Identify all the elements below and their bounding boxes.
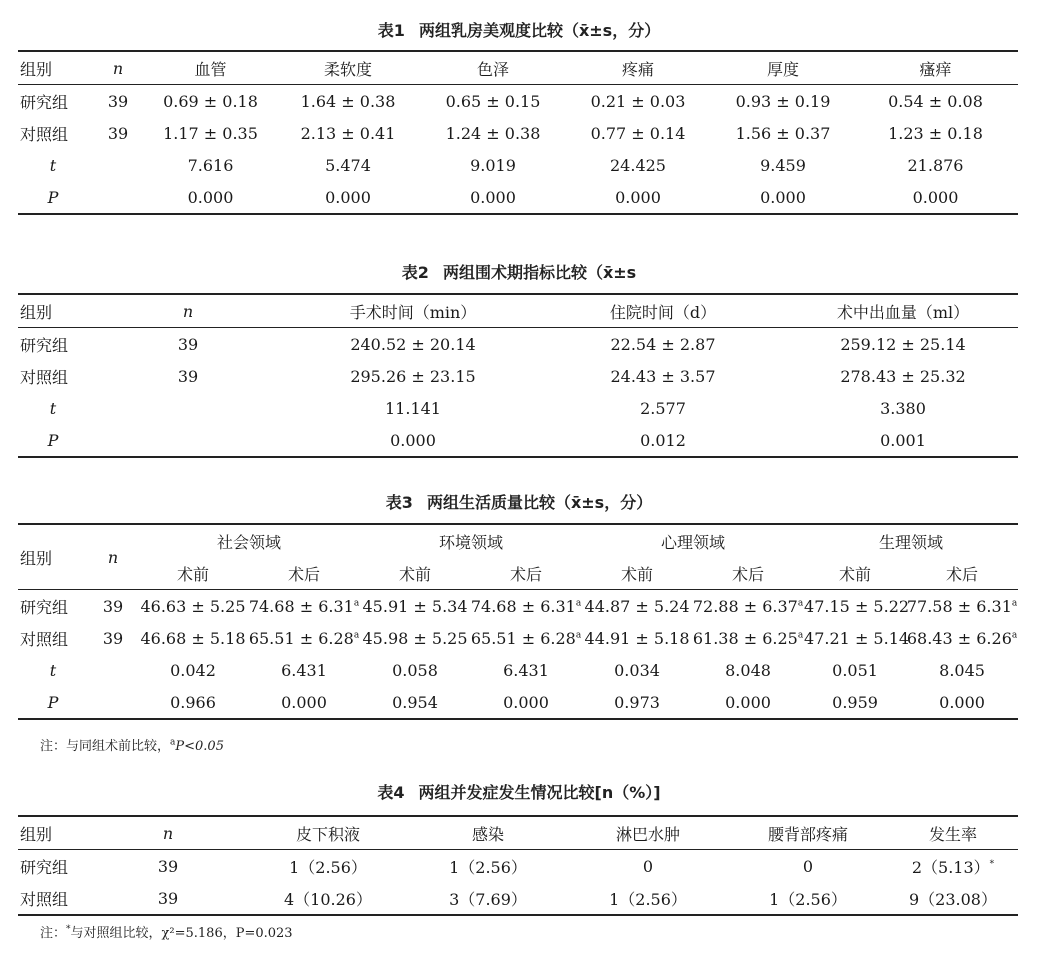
table4-note-stat: 与对照组比较，χ²=5.186，P=0.023 (70, 926, 293, 941)
table-cell (888, 850, 1018, 883)
table-row (18, 117, 1018, 149)
table3-col-n: n (88, 524, 138, 590)
table-row (18, 85, 1018, 118)
table-cell: 0.973 (614, 692, 660, 712)
table-cell: 0.034 (614, 660, 660, 680)
table-cell: 0.966 (170, 692, 216, 712)
table4-note-text: 注： (40, 926, 67, 941)
cell-value: 2（5.13） (911, 857, 990, 877)
header-cell: 淋巴水肿 (568, 816, 728, 850)
significance-mark: a (1011, 630, 1018, 641)
cell-value: 74.68 ± 6.31 (248, 596, 354, 616)
table-cell: 0.000 (912, 187, 959, 207)
table-cell: 研究组 (20, 857, 69, 877)
table-cell (470, 622, 582, 654)
header-cell: 皮下积液 (248, 816, 408, 850)
table-cell: 9（23.08） (909, 889, 997, 909)
table-row (18, 424, 1018, 457)
table-cell: 3（7.69） (449, 889, 527, 909)
table2-caption (0, 260, 1038, 283)
table-cell: 1.56 ± 0.37 (735, 123, 831, 143)
header-cell: 发生率 (888, 816, 1018, 850)
table-cell (470, 590, 582, 623)
table-cell: 1（2.56） (289, 857, 367, 877)
table-cell: 0.058 (392, 660, 438, 680)
table-cell: 0.21 ± 0.03 (590, 91, 686, 111)
table-cell: 0.93 ± 0.19 (735, 91, 831, 111)
table-cell (88, 424, 288, 457)
table1-caption (0, 18, 1038, 41)
cell-value: 72.88 ± 6.37 (692, 596, 798, 616)
table3-col-group: 组别 (18, 524, 88, 590)
table4-header-row (18, 816, 1018, 850)
table-cell (906, 590, 1018, 623)
table-cell: 9.019 (470, 155, 516, 175)
table-cell: 39 (177, 334, 199, 354)
group-header (360, 524, 582, 557)
group-header-label: 环境领域 (439, 532, 504, 552)
table-cell: 47.15 ± 5.22 (804, 596, 910, 616)
table-cell: t (49, 660, 57, 680)
table-cell: 39 (177, 366, 199, 386)
table-cell: 研究组 (20, 335, 69, 355)
table3-number: 表3 (385, 493, 413, 512)
table-cell: 47.21 ± 5.14 (804, 628, 910, 648)
significance-mark: a (797, 598, 804, 609)
table-cell: 0.042 (170, 660, 216, 680)
cell-value: 65.51 ± 6.28 (248, 628, 354, 648)
table-cell: 0.959 (832, 692, 878, 712)
cell-value: 77.58 ± 6.31 (906, 596, 1012, 616)
table-cell: 0.954 (392, 692, 438, 712)
significance-mark: a (575, 630, 582, 641)
sub-header-cell: 术前 (804, 557, 906, 590)
significance-mark: a (1011, 598, 1018, 609)
table4-number: 表4 (377, 783, 405, 802)
table4-note (40, 922, 293, 941)
table1-header-row (18, 51, 1018, 85)
table2-header-row (18, 294, 1018, 328)
table-cell: 0.77 ± 0.14 (590, 123, 686, 143)
header-cell: 色泽 (423, 51, 563, 85)
table-cell: 39 (157, 856, 179, 876)
table-row (18, 149, 1018, 181)
table-cell: 46.68 ± 5.18 (140, 628, 246, 648)
table-cell: 0.001 (880, 430, 926, 450)
table-row (18, 686, 1018, 719)
header-cell: 术中出血量（ml） (788, 294, 1018, 328)
sub-header-cell: 术后 (248, 557, 360, 590)
table-cell: 21.876 (907, 155, 964, 175)
table-cell: 对照组 (20, 124, 69, 144)
header-cell: 手术时间（min） (288, 294, 538, 328)
header-cell: 厚度 (713, 51, 853, 85)
table-cell: 11.141 (385, 398, 441, 418)
table-cell: 1（2.56） (609, 889, 687, 909)
table-cell: 6.431 (281, 660, 327, 680)
significance-mark: * (989, 859, 995, 870)
header-cell: 瘙痒 (853, 51, 1018, 85)
table-cell: 0.012 (640, 430, 686, 450)
table3-note-mark: a (170, 737, 176, 748)
table-cell: 0 (642, 856, 654, 876)
table4-caption (0, 780, 1038, 803)
table-cell: 0.000 (939, 692, 985, 712)
table1-title: 两组乳房美观度比较（x̄±s，分） (418, 21, 661, 40)
table-cell: 1（2.56） (449, 857, 527, 877)
table-cell: 2.13 ± 0.41 (300, 123, 396, 143)
sub-header-cell: 术前 (360, 557, 470, 590)
sub-header-cell: 术后 (906, 557, 1018, 590)
table-cell: t (49, 155, 57, 175)
table-cell: 对照组 (20, 367, 69, 387)
table-cell: 对照组 (20, 889, 69, 909)
table-cell: 0.051 (832, 660, 878, 680)
table3-caption (0, 490, 1038, 513)
significance-mark: a (353, 630, 360, 641)
table2 (18, 293, 1018, 458)
table-cell: 39 (102, 628, 124, 648)
group-header (804, 524, 1018, 557)
table4 (18, 815, 1018, 916)
table-cell: 0.000 (390, 430, 436, 450)
table-cell: P (47, 430, 59, 450)
group-header-label: 社会领域 (217, 532, 282, 552)
significance-mark: a (575, 598, 582, 609)
table3-title: 两组生活质量比较（x̄±s，分） (426, 493, 653, 512)
table-cell: 22.54 ± 2.87 (610, 334, 716, 354)
sub-header-cell: 术前 (138, 557, 248, 590)
table3-group-row (18, 524, 1018, 557)
table-cell: 8.045 (939, 660, 985, 680)
header-cell: 组别 (18, 816, 88, 850)
table2-number: 表2 (401, 263, 429, 282)
table-row (18, 328, 1018, 361)
table-cell: 39 (107, 123, 129, 143)
table4-note-mark: * (66, 924, 71, 935)
table-cell: 1.17 ± 0.35 (163, 123, 258, 143)
table1 (18, 50, 1018, 215)
table-cell: 7.616 (187, 155, 234, 175)
table-cell: 39 (157, 888, 179, 908)
table-cell: 1.23 ± 0.18 (888, 123, 983, 143)
sub-header-cell: 术后 (470, 557, 582, 590)
table-cell: 0.000 (325, 187, 371, 207)
table-row (18, 622, 1018, 654)
table-cell: 45.91 ± 5.34 (362, 596, 468, 616)
header-cell: 腰背部疼痛 (728, 816, 888, 850)
sub-header-cell: 术后 (692, 557, 804, 590)
table4-title: 两组并发症发生情况比较[n（%）] (418, 783, 661, 802)
header-cell: 疼痛 (563, 51, 713, 85)
header-cell: n (88, 51, 148, 85)
significance-mark: a (797, 630, 804, 641)
cell-value: 61.38 ± 6.25 (692, 628, 798, 648)
table-row (18, 850, 1018, 883)
table-cell (88, 149, 148, 181)
header-cell: n (88, 816, 248, 850)
table-row (18, 654, 1018, 686)
table-cell: 0.000 (187, 187, 234, 207)
table-cell: 研究组 (20, 597, 69, 617)
table-row (18, 590, 1018, 623)
table-cell: 0.65 ± 0.15 (445, 91, 541, 111)
table3 (18, 523, 1018, 720)
group-header-label: 心理领域 (661, 532, 726, 552)
table-cell: 39 (102, 596, 124, 616)
table-cell (248, 590, 360, 623)
table-cell: 24.425 (610, 155, 666, 175)
table-cell (88, 654, 138, 686)
group-header (138, 524, 360, 557)
table-cell: 3.380 (880, 398, 926, 418)
table-cell: 24.43 ± 3.57 (610, 366, 716, 386)
table3-note-p: P<0.05 (175, 739, 224, 754)
table-cell (88, 686, 138, 719)
sub-header-cell: 术前 (582, 557, 692, 590)
table-cell: 5.474 (325, 155, 371, 175)
header-cell: 组别 (18, 51, 88, 85)
table-cell (906, 622, 1018, 654)
table-cell: 0.000 (503, 692, 549, 712)
table-cell: 对照组 (20, 629, 69, 649)
cell-value: 68.43 ± 6.26 (906, 628, 1012, 648)
group-header-label: 生理领域 (879, 532, 944, 552)
table-cell: 259.12 ± 25.14 (840, 334, 966, 354)
table-cell: 6.431 (503, 660, 549, 680)
table-cell: 278.43 ± 25.32 (840, 366, 966, 386)
table-cell: 240.52 ± 20.14 (350, 334, 476, 354)
table-cell: 0.000 (470, 187, 516, 207)
cell-value: 65.51 ± 6.28 (470, 628, 576, 648)
table-cell (88, 392, 288, 424)
table-row (18, 360, 1018, 392)
table-cell: 295.26 ± 23.15 (350, 366, 476, 386)
table-cell (692, 622, 804, 654)
table-cell: 4（10.26） (284, 889, 372, 909)
header-cell: 组别 (18, 294, 88, 328)
header-cell: 柔软度 (273, 51, 423, 85)
table3-sub-row (18, 557, 1018, 590)
table-cell (248, 622, 360, 654)
group-header (582, 524, 804, 557)
table-cell: 44.91 ± 5.18 (584, 628, 690, 648)
table-cell: 0.000 (615, 187, 661, 207)
header-cell: 感染 (408, 816, 568, 850)
table-cell: 0.000 (725, 692, 771, 712)
table-cell: 1（2.56） (769, 889, 847, 909)
header-cell: 血管 (148, 51, 273, 85)
table3-note (40, 735, 224, 754)
table-cell: 研究组 (20, 92, 69, 112)
table2-title: 两组围术期指标比较（x̄±s (442, 263, 637, 282)
table-cell: 0.000 (281, 692, 327, 712)
table-cell: 0 (802, 856, 814, 876)
significance-mark: a (353, 598, 360, 609)
table-cell: 0.000 (760, 187, 806, 207)
table-cell: 39 (107, 91, 129, 111)
table-cell: P (47, 692, 59, 712)
table-cell: 44.87 ± 5.24 (584, 596, 690, 616)
table-cell (692, 590, 804, 623)
header-cell: n (88, 294, 288, 328)
table-cell: 1.24 ± 0.38 (445, 123, 541, 143)
table-row (18, 882, 1018, 915)
table-row (18, 181, 1018, 214)
table-cell: 46.63 ± 5.25 (140, 596, 246, 616)
table-cell: 1.64 ± 0.38 (300, 91, 396, 111)
table-row (18, 392, 1018, 424)
table-cell (88, 181, 148, 214)
table-cell: t (49, 398, 57, 418)
cell-value: 74.68 ± 6.31 (470, 596, 576, 616)
table-cell: 45.98 ± 5.25 (362, 628, 468, 648)
header-cell: 住院时间（d） (538, 294, 788, 328)
table-cell: P (47, 187, 59, 207)
table3-note-text: 注：与同组术前比较， (40, 739, 171, 754)
table-cell: 0.69 ± 0.18 (163, 91, 258, 111)
table1-number: 表1 (377, 21, 405, 40)
table-cell: 2.577 (640, 398, 686, 418)
table-cell: 9.459 (760, 155, 806, 175)
table-cell: 8.048 (725, 660, 771, 680)
table-cell: 0.54 ± 0.08 (888, 91, 983, 111)
